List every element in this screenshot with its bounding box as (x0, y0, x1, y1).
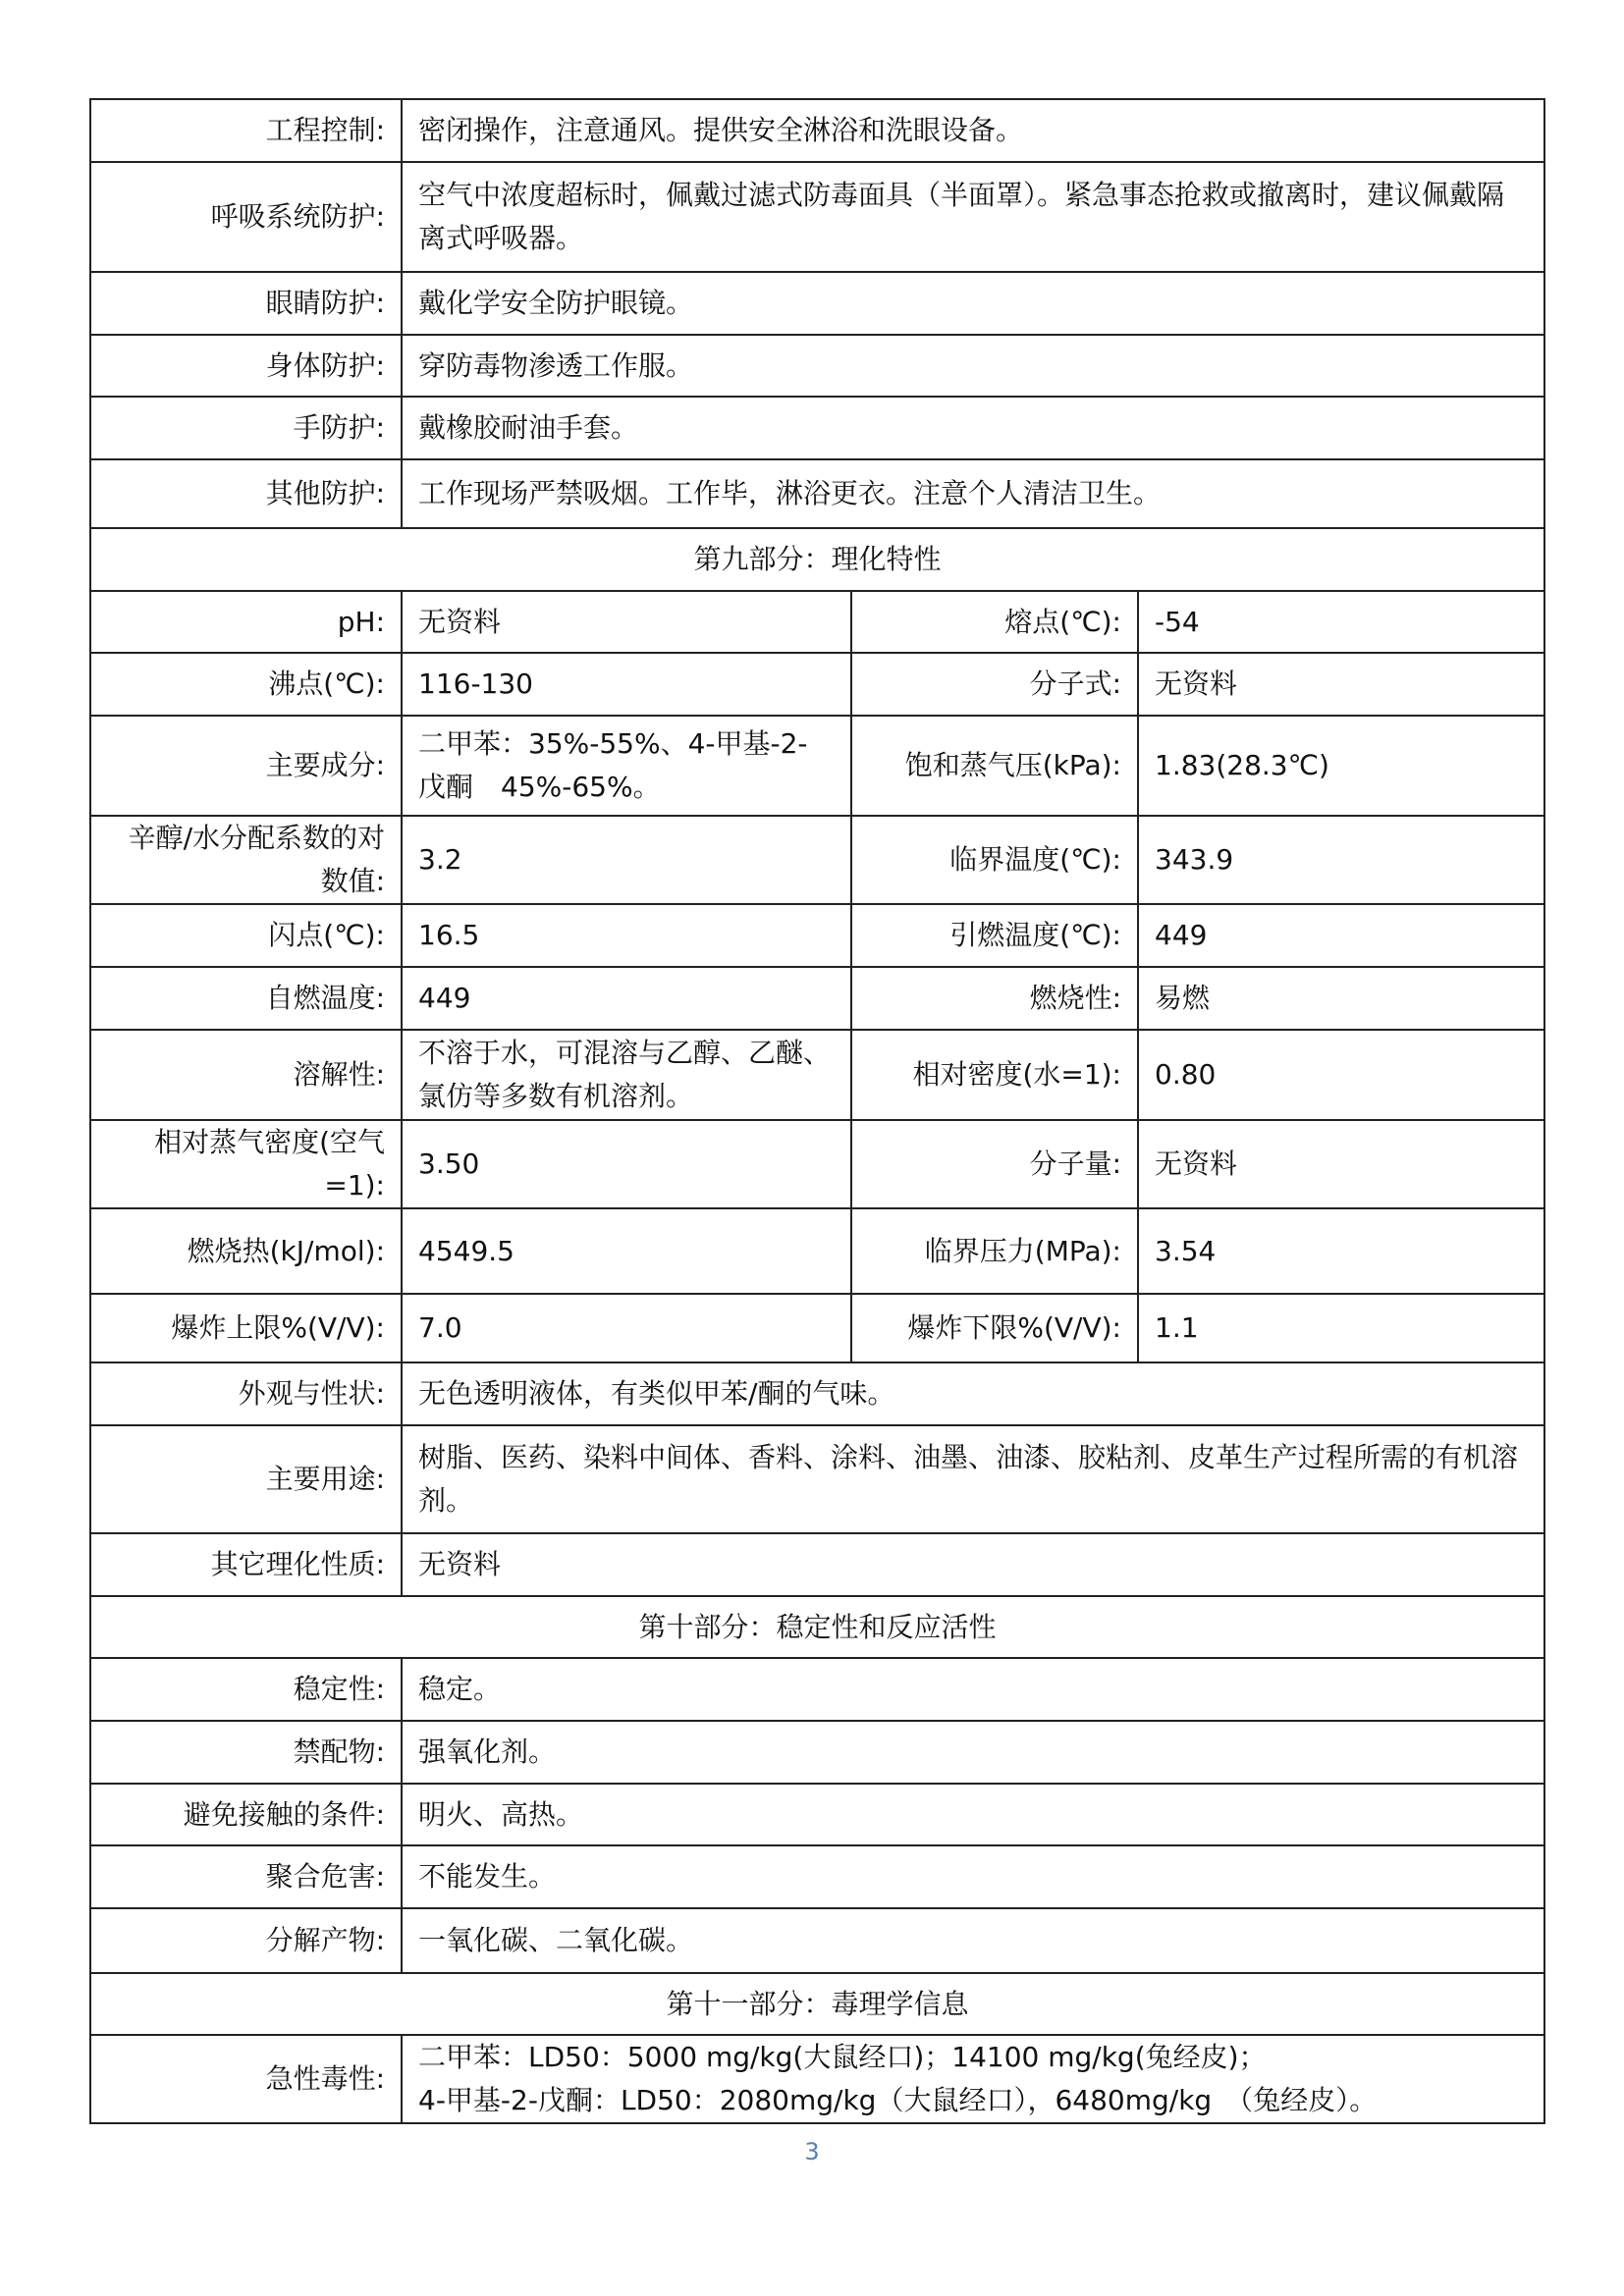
stability-row (90, 1658, 1544, 1721)
property-label: 溶解性: (90, 1030, 402, 1120)
property-value: 343.9 (1138, 816, 1544, 904)
row-engineering-control (90, 99, 1544, 162)
stability-label: 分解产物: (90, 1908, 402, 1973)
property-label: 沸点(℃): (90, 653, 402, 716)
property-value: 二甲苯：35%-55%、4-甲基-2-戊酮 45%-65%。 (402, 716, 851, 816)
property-label: 爆炸下限%(V/V): (851, 1294, 1138, 1362)
property-value: 树脂、医药、染料中间体、香料、涂料、油墨、油漆、胶粘剂、皮革生产过程所需的有机溶剂。 (402, 1425, 1544, 1533)
row-eye-protection (90, 272, 1544, 335)
label-hand-protection: 手防护: (90, 397, 402, 459)
value-body-protection: 穿防毒物渗透工作服。 (402, 335, 1544, 397)
msds-table (89, 98, 1545, 2124)
property-label: 爆炸上限%(V/V): (90, 1294, 402, 1362)
property-value: -54 (1138, 591, 1544, 653)
stability-value: 明火、高热。 (402, 1784, 1544, 1845)
property-value: 无资料 (402, 591, 851, 653)
property-label: 饱和蒸气压(kPa): (851, 716, 1138, 816)
property-row (90, 1120, 1544, 1208)
property-row (90, 967, 1544, 1030)
page-number: 3 (804, 2138, 820, 2165)
property-value: 易燃 (1138, 967, 1544, 1030)
row-hand-protection (90, 397, 1544, 459)
acute-toxicity-label: 急性毒性: (90, 2035, 402, 2123)
property-value: 3.54 (1138, 1208, 1544, 1294)
property-row-wide (90, 1425, 1544, 1533)
acute-toxicity-line: 4-甲基-2-戊酮：LD50：2080mg/kg（大鼠经口），6480mg/kg （兔经皮）。 (418, 2084, 1378, 2116)
property-label: 熔点(℃): (851, 591, 1138, 653)
value-other-protection: 工作现场严禁吸烟。工作毕，淋浴更衣。注意个人清洁卫生。 (402, 459, 1544, 528)
property-value: 0.80 (1138, 1030, 1544, 1120)
property-label: 临界温度(℃): (851, 816, 1138, 904)
property-row (90, 591, 1544, 653)
property-value: 1.83(28.3℃) (1138, 716, 1544, 816)
property-row (90, 1294, 1544, 1362)
stability-row (90, 1721, 1544, 1784)
stability-row (90, 1784, 1544, 1845)
property-value: 无资料 (402, 1533, 1544, 1596)
label-body-protection: 身体防护: (90, 335, 402, 397)
property-value: 116-130 (402, 653, 851, 716)
acute-toxicity-row (90, 2035, 1544, 2123)
stability-row (90, 1908, 1544, 1973)
property-label: pH: (90, 591, 402, 653)
property-label: 引燃温度(℃): (851, 904, 1138, 967)
property-row (90, 716, 1544, 816)
property-label: 临界压力(MPa): (851, 1208, 1138, 1294)
property-row-wide (90, 1362, 1544, 1425)
property-row (90, 816, 1544, 904)
property-value: 3.2 (402, 816, 851, 904)
property-value: 无资料 (1138, 653, 1544, 716)
acute-toxicity-value (402, 2035, 1544, 2123)
property-label: 主要成分: (90, 716, 402, 816)
stability-value: 一氧化碳、二氧化碳。 (402, 1908, 1544, 1973)
property-label: 燃烧热(kJ/mol): (90, 1208, 402, 1294)
property-row (90, 653, 1544, 716)
property-value: 1.1 (1138, 1294, 1544, 1362)
property-value: 无色透明液体，有类似甲苯/酮的气味。 (402, 1362, 1544, 1425)
property-value: 无资料 (1138, 1120, 1544, 1208)
property-value: 不溶于水，可混溶与乙醇、乙醚、氯仿等多数有机溶剂。 (402, 1030, 851, 1120)
section11-header (90, 1973, 1544, 2035)
row-other-protection (90, 459, 1544, 528)
row-body-protection (90, 335, 1544, 397)
stability-value: 不能发生。 (402, 1845, 1544, 1908)
section9-title: 第九部分：理化特性 (90, 528, 1544, 591)
value-respiratory-protection: 空气中浓度超标时，佩戴过滤式防毒面具（半面罩）。紧急事态抢救或撤离时，建议佩戴隔离式呼吸器。 (402, 162, 1544, 272)
value-hand-protection: 戴橡胶耐油手套。 (402, 397, 1544, 459)
label-eye-protection: 眼睛防护: (90, 272, 402, 335)
property-value: 449 (402, 967, 851, 1030)
property-row (90, 904, 1544, 967)
section10-title: 第十部分：稳定性和反应活性 (90, 1596, 1544, 1658)
stability-label: 禁配物: (90, 1721, 402, 1784)
stability-value: 强氧化剂。 (402, 1721, 1544, 1784)
property-label: 自燃温度: (90, 967, 402, 1030)
property-value: 16.5 (402, 904, 851, 967)
stability-label: 避免接触的条件: (90, 1784, 402, 1845)
stability-label: 稳定性: (90, 1658, 402, 1721)
property-row-wide (90, 1533, 1544, 1596)
acute-toxicity-line: 二甲苯：LD50：5000 mg/kg(大鼠经口)；14100 mg/kg(兔经皮)； (418, 2041, 1267, 2073)
label-other-protection: 其他防护: (90, 459, 402, 528)
property-label: 相对蒸气密度(空气=1): (90, 1120, 402, 1208)
property-value: 4549.5 (402, 1208, 851, 1294)
property-label: 外观与性状: (90, 1362, 402, 1425)
stability-label: 聚合危害: (90, 1845, 402, 1908)
value-eye-protection: 戴化学安全防护眼镜。 (402, 272, 1544, 335)
value-engineering-control: 密闭操作，注意通风。提供安全淋浴和洗眼设备。 (402, 99, 1544, 162)
row-respiratory-protection (90, 162, 1544, 272)
property-value: 449 (1138, 904, 1544, 967)
property-label: 辛醇/水分配系数的对数值: (90, 816, 402, 904)
stability-row (90, 1845, 1544, 1908)
section9-header (90, 528, 1544, 591)
label-respiratory-protection: 呼吸系统防护: (90, 162, 402, 272)
property-label: 闪点(℃): (90, 904, 402, 967)
property-label: 燃烧性: (851, 967, 1138, 1030)
property-row (90, 1208, 1544, 1294)
section10-header (90, 1596, 1544, 1658)
property-label: 分子量: (851, 1120, 1138, 1208)
section11-title: 第十一部分：毒理学信息 (90, 1973, 1544, 2035)
property-label: 相对密度(水=1): (851, 1030, 1138, 1120)
property-value: 3.50 (402, 1120, 851, 1208)
property-label: 分子式: (851, 653, 1138, 716)
property-label: 其它理化性质: (90, 1533, 402, 1596)
property-label: 主要用途: (90, 1425, 402, 1533)
stability-value: 稳定。 (402, 1658, 1544, 1721)
property-row (90, 1030, 1544, 1120)
label-engineering-control: 工程控制: (90, 99, 402, 162)
property-value: 7.0 (402, 1294, 851, 1362)
